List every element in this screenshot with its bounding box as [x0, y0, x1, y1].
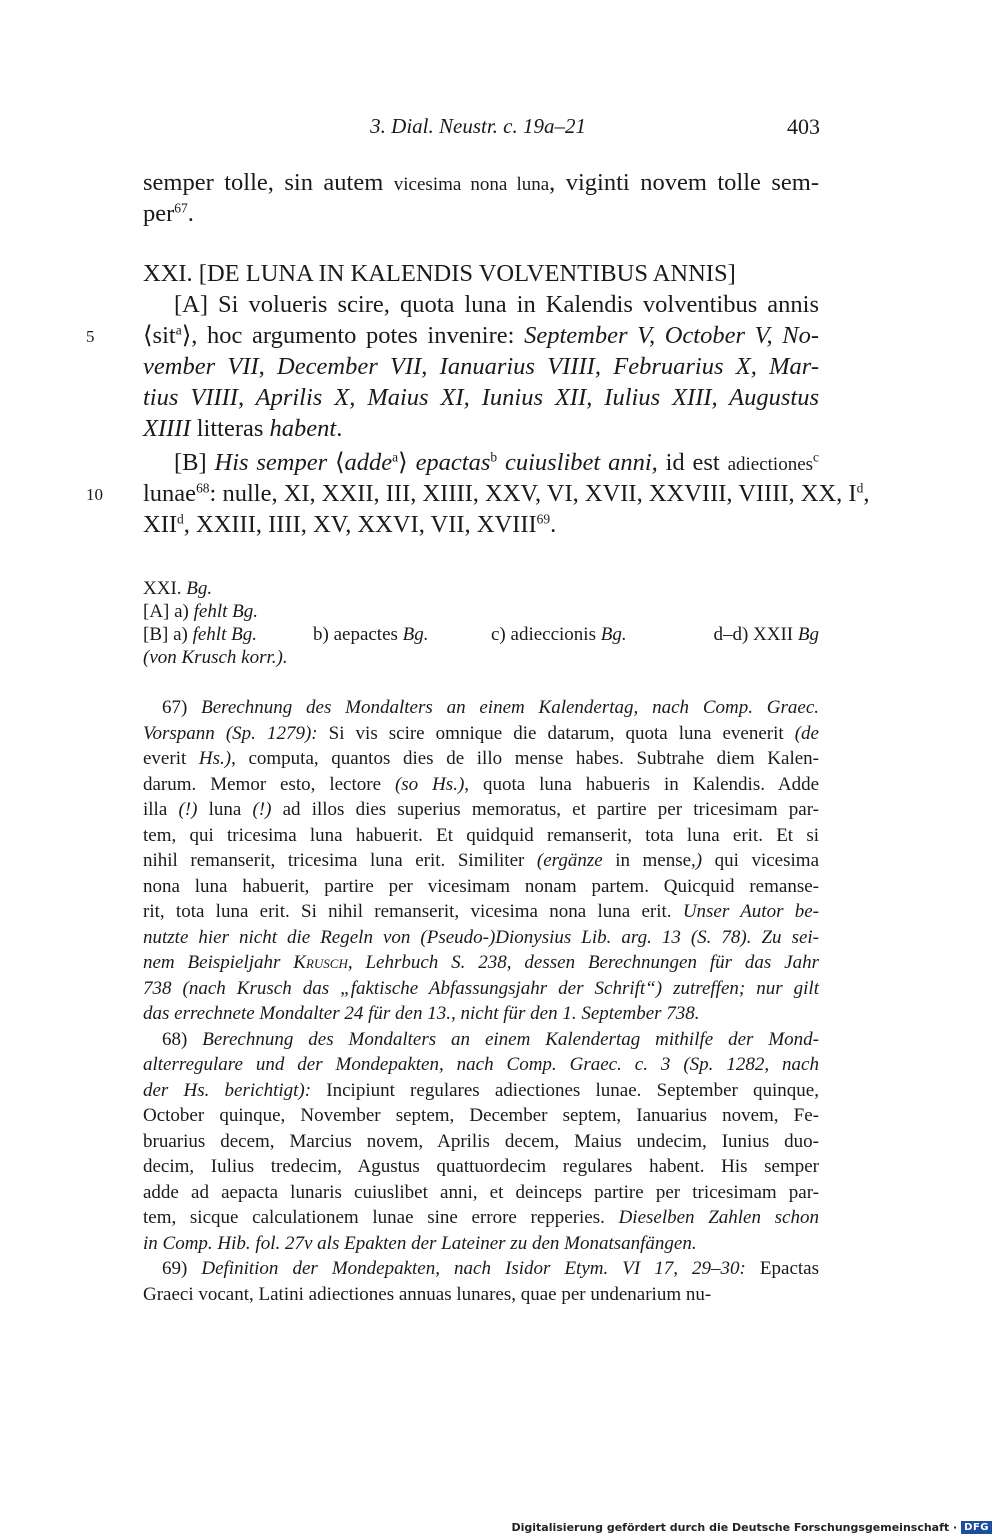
footnote-line: decim, Iulius tredecim, Agustus quattuordecim regulares habent. His semper [143, 1156, 819, 1177]
text-line: per$^{67}$. [143, 200, 194, 227]
text-line: XIIII litteras habent. [143, 415, 343, 442]
text-line: semper tolle, sin autem vicesima nona luna, viginti novem tolle sem- [143, 169, 820, 196]
footnote-line: tem, sicque calculationem lunae sine errore repperies. Dieselben Zahlen schon [143, 1207, 819, 1228]
footnote-line: everit Hs.), computa, quantos dies de illo mense habes. Subtrahe diem Kalen- [143, 748, 819, 769]
dfg-logo: DFG [961, 1521, 992, 1534]
apparatus-line: [B] a) fehlt Bg. b) aepactes Bg. c) adieccionis Bg. d–d) XXII Bg [143, 624, 819, 645]
footnote-line: 69) Definition der Mondepakten, nach Isidor Etym. VI 17, 29–30: Epactas [162, 1258, 819, 1279]
text-line: XII$^d$, XXIII, IIII, XV, XXVI, VII, XVIII$^{69}$. [143, 511, 557, 538]
footnote-line: illa (!) luna (!) ad illos dies superius memoratus, et partire per tricesimam par- [143, 799, 819, 820]
footnote-line: 738 (nach Krusch das „faktische Abfassungsjahr der Schrift“) zutreffen; nur gilt [143, 977, 819, 999]
text-line: ⟨sit$^a$⟩, hoc argumento potes invenire: September V, October V, No- [143, 322, 819, 349]
line-number: 10 [86, 485, 103, 504]
footnote-line: bruarius decem, Marcius novem, Aprilis decem, Maius undecim, Iunius duo- [143, 1130, 819, 1152]
text-line: vember VII, December VII, Ianuarius VIIII, Februarius X, Mar- [143, 353, 819, 380]
footnote-line: Vorspann (Sp. 1279): Si vis scire omnique die datarum, quota luna evenerit (de [143, 722, 819, 744]
footnote-line: nutzte hier nicht die Regeln von (Pseudo-)Dionysius Lib. arg. 13 (S. 78). Zu sei- [143, 926, 819, 948]
intro-text [143, 167, 819, 229]
footnote-line: October quinque, November septem, December septem, Ianuarius novem, Fe- [143, 1105, 819, 1126]
dfg-footer: Digitalisierung gefördert durch die Deutsche Forschungsgemeinschaft · DFG [511, 1521, 992, 1534]
footnote-line: adde ad aepacta lunaris cuiuslibet anni, et deinceps partire per tricesimam par- [143, 1181, 819, 1203]
text-line: [A] Si volueris scire, quota luna in Kalendis volventibus annis [174, 291, 819, 318]
footnote-line: nem Beispieljahr Krusch, Lehrbuch S. 238, dessen Berechnungen für das Jahr [143, 952, 819, 973]
footnote-line: das errechnete Mondalter 24 für den 13., nicht für den 1. September 738. [143, 1003, 700, 1024]
footnote-line: der Hs. berichtigt): Incipiunt regulares adiectiones lunae. September quinque, [143, 1079, 819, 1101]
chapter-heading: XXI. [DE LUNA IN KALENDIS VOLVENTIBUS ANNIS] [143, 260, 736, 287]
text-line: lunae$^{68}$: nulle, XI, XXII, III, XIIII, XXV, VI, XVII, XXVIII, VIIII, XX, $I^d$, [143, 480, 870, 507]
paragraph-b [143, 447, 870, 540]
footnote-line: tem, qui tricesima luna habuerit. Et quidquid remanserit, tota luna erit. Et si [143, 824, 819, 846]
line-number: 5 [86, 327, 95, 346]
footnote-line: darum. Memor esto, lectore (so Hs.), quota luna habueris in Kalendis. Adde [143, 773, 820, 795]
critical-apparatus [143, 577, 819, 669]
apparatus-line: XXI. Bg. [143, 578, 213, 599]
footnotes [143, 695, 819, 1307]
apparatus-line: [A] a) fehlt Bg. [143, 601, 259, 622]
footnote-line: Graeci vocant, Latini adiectiones annuas lunares, quae per undenarium nu- [143, 1283, 712, 1305]
page-number: 403 [787, 114, 820, 139]
footnote-line: 68) Berechnung des Mondalters an einem Kalendertag mithilfe der Mond- [162, 1028, 819, 1050]
footnote-line: 67) Berechnung des Mondalters an einem Kalendertag, nach Comp. Graec. [162, 697, 820, 718]
running-header: 3. Dial. Neustr. c. 19a–21 [370, 114, 586, 138]
footnote-line: nihil remanserit, tricesima luna erit. Similiter (ergänze in mense,) qui vicesima [143, 850, 819, 871]
text-line: tius VIIII, Aprilis X, Maius XI, Iunius XII, Iulius XIII, Augustus [143, 384, 819, 411]
footnote-line: rit, tota luna erit. Si nihil remanserit, vicesima nona luna erit. Unser Autor be- [143, 901, 820, 922]
footnote-line: in Comp. Hib. fol. 27v als Epakten der Lateiner zu den Monatsanfängen. [143, 1232, 697, 1254]
footnote-line: nona luna habuerit, partire per vicesimam nonam partem. Quicquid remanse- [143, 875, 819, 897]
text-line: [B] His semper ⟨adde$^a$⟩ epactas$^b$ cuiuslibet anni, id est adiectiones$^c$ [174, 449, 820, 476]
footnote-line: alterregulare und der Mondepakten, nach Comp. Graec. c. 3 (Sp. 1282, nach [143, 1054, 819, 1075]
apparatus-line: (von Krusch korr.). [143, 647, 288, 668]
paragraph-a [143, 289, 819, 444]
